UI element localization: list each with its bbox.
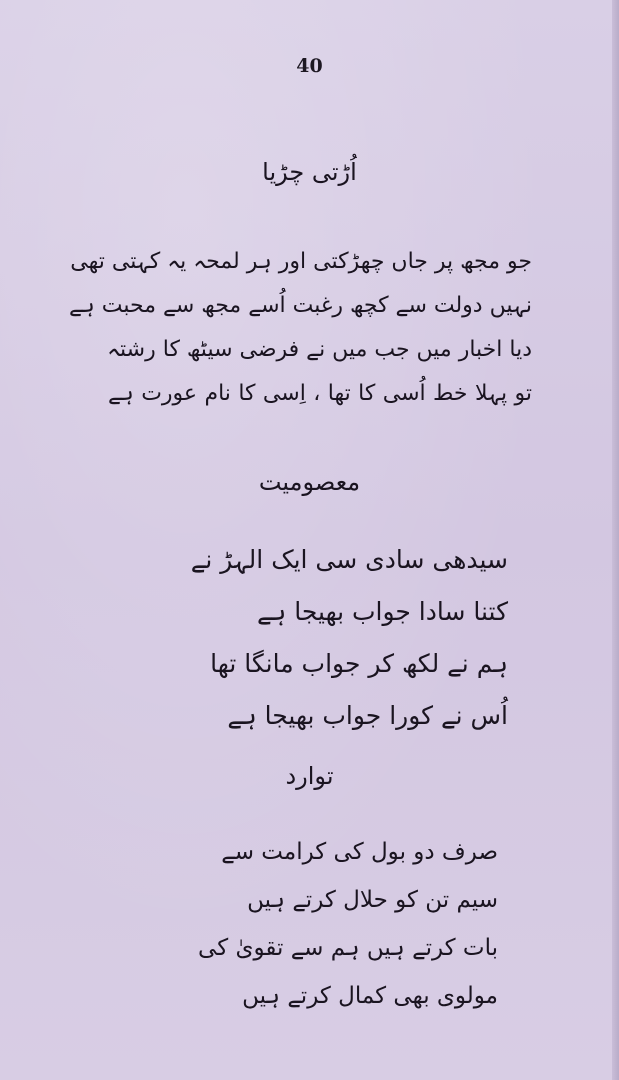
poem-title-3: توارد bbox=[285, 762, 334, 790]
verse-line: کتنا سادا جواب بھیجا ہے bbox=[257, 597, 508, 626]
poem-3-body bbox=[198, 828, 498, 1020]
verse-line: ہم نے لکھ کر جواب مانگا تھا bbox=[210, 649, 508, 678]
verse-line: سیدھی سادی سی ایک الہڑ نے bbox=[190, 545, 508, 574]
verse-line: جو مجھ پر جاں چھڑکتی اور ہر لمحہ یہ کہتی تھی bbox=[70, 249, 532, 274]
verse-line: مولوی بھی کمال کرتے ہیں bbox=[242, 983, 498, 1009]
poem-title-1: اُڑتی چڑیا bbox=[262, 158, 357, 186]
verse-line: اُس نے کورا جواب بھیجا ہے bbox=[227, 701, 508, 730]
verse-line: صرف دو بول کی کرامت سے bbox=[221, 839, 498, 865]
poem-1-body bbox=[69, 240, 532, 416]
verse-line: تو پہلا خط اُسی کا تھا ، اِسی کا نام عورت ہے bbox=[108, 381, 532, 406]
page-number: 40 bbox=[296, 55, 323, 77]
poem-2-body bbox=[168, 534, 508, 742]
verse-line: دیا اخبار میں جب میں نے فرضی سیٹھ کا رشتہ bbox=[107, 337, 532, 362]
verse-line: نہیں دولت سے کچھ رغبت اُسے مجھ سے محبت ہے bbox=[69, 293, 532, 318]
verse-line: بات کرتے ہیں ہم سے تقویٰ کی bbox=[198, 935, 498, 961]
verse-line: سیم تن کو حلال کرتے ہیں bbox=[247, 887, 498, 913]
poem-title-2: معصومیت bbox=[258, 468, 361, 496]
